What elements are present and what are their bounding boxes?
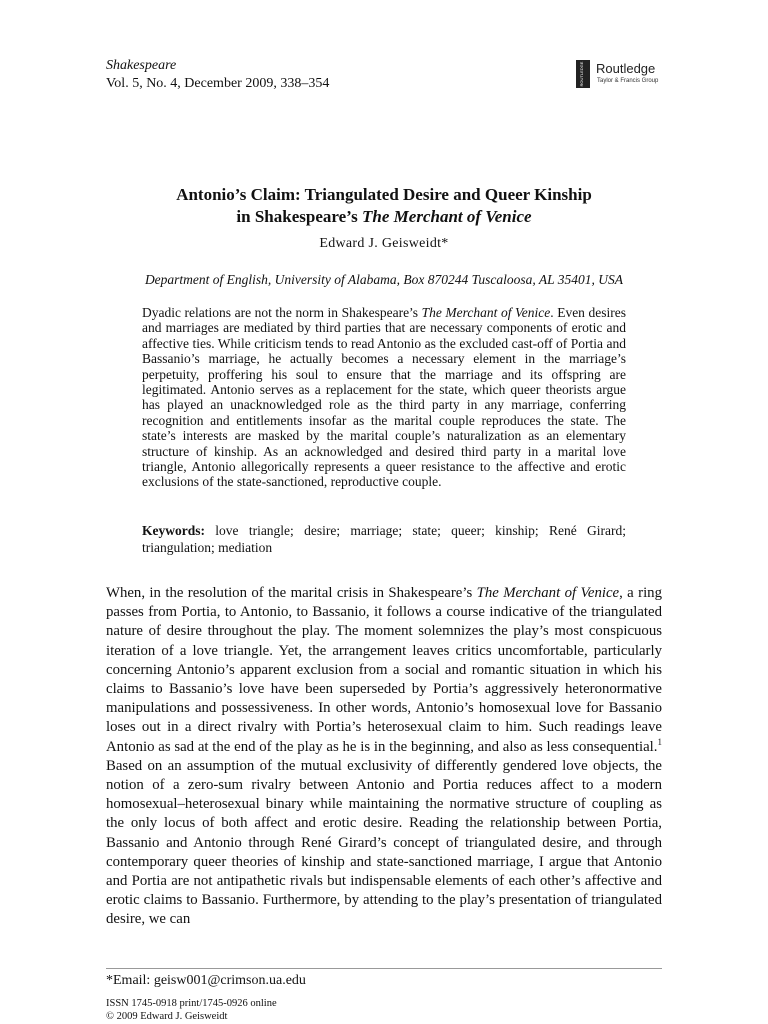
keywords bbox=[142, 522, 626, 556]
abstract-italic: The Merchant of Venice bbox=[421, 305, 551, 320]
keywords-list: love triangle; desire; marriage; state; queer; kinship; René Girard; triangulation; mediation bbox=[142, 523, 626, 555]
footnote-divider bbox=[106, 968, 662, 969]
copyright-line: © 2009 Edward J. Geisweidt bbox=[106, 1011, 228, 1022]
logo-mark-text: ROUTLEDGE bbox=[579, 61, 584, 87]
author: Edward J. Geisweidt* bbox=[319, 236, 449, 251]
body-italic: The Merchant of Venice bbox=[476, 585, 620, 601]
publisher-name: Routledge bbox=[596, 61, 656, 76]
footnote-email: *Email: geisw001@crimson.ua.edu bbox=[106, 973, 306, 988]
body-paragraph bbox=[106, 584, 662, 930]
body-text: Based on an assumption of the mutual exclusivity of differently gendered love objects, the notion of a zero-sum rivalry between Antonio and Portia reduces affect to a modern homosexual–heterosexual binary while maintaining the normative structure of coupling as the only locus of both affect and erotic desire. Reading the relationship between Portia, Bassanio and Antonio through René Girard’s concept of triangulated desire, and through contemporary queer theories of kinship and state-sanctioned marriage, I argue that Antonio and Portia are not antipathetic rivals but indispensable elements of each other’s affective and erotic claims to Bassanio. Furthermore, by attending to the play’s presentation of triangulated desire, we can bbox=[106, 757, 662, 928]
keywords-label: Keywords: bbox=[142, 523, 205, 538]
journal-volume-line: Vol. 5, No. 4, December 2009, 338–354 bbox=[106, 76, 330, 91]
footnote-reference[interactable]: 1 bbox=[657, 736, 662, 747]
title-prefix: in Shakespeare’s bbox=[236, 207, 363, 226]
body-text: , a ring passes from Portia, to Antonio, to Bassanio, it follows a course indicative of the triangulated nature of desire throughout the play. The moment solemnizes the play’s most conspicuous iteration of a love triangle. Yet, the arrangement leaves critics uncomfortable, particularly concerning Antonio’s apparent exclusion from a social and romantic situation in which his claims to Bassanio’s love have been superseded by Portia’s aggressively heteronormative manipulations and possessiveness. In other words, Antonio’s homosexual love for Bassanio loses out in a direct rivalry with Portia’s heterosexual claim to him. Such readings leave Antonio as sad at the end of the play as he is in the beginning, and also as less consequential. bbox=[106, 585, 662, 755]
affiliation: Department of English, University of Alabama, Box 870244 Tuscaloosa, AL 35401, USA bbox=[144, 272, 624, 287]
article-title-line-2 bbox=[60, 207, 708, 227]
journal-name: Shakespeare bbox=[106, 58, 177, 73]
abstract-text: . Even desires and marriages are mediated by third parties that are necessary components of erotic and affective ties. While criticism tends to read Antonio as the excluded cast-off of Portia and Bassanio’s marriage, he actually becomes a necessary element in the marriage’s perpetuity, proffering his soul to ensure that the marriage and its offspring are legitimated. Antonio serves as a replacement for the state, which queer theorists argue has played an unacknowledged role as the third party in any marriage, conferring recognition and entitlements insofar as the marital couple reproduces the state. The state’s interests are masked by the marital couple’s naturalization as an elementary structure of kinship. As an acknowledged and desired third party in a marital love triangle, Antonio allegorically represents a queer resistance to the affective and erotic exclusions of the state-sanctioned, reproductive couple. bbox=[142, 305, 626, 490]
article-title-line-1: Antonio’s Claim: Triangulated Desire and Queer Kinship bbox=[176, 185, 592, 204]
routledge-logo-icon bbox=[576, 60, 590, 88]
abstract-text: Dyadic relations are not the norm in Shakespeare’s bbox=[142, 305, 422, 320]
publisher-logo[interactable] bbox=[576, 58, 686, 92]
abstract bbox=[142, 305, 626, 490]
publisher-subtitle: Taylor & Francis Group bbox=[597, 78, 659, 84]
issn-line: ISSN 1745-0918 print/1745-0926 online bbox=[106, 998, 277, 1009]
body-text: When, in the resolution of the marital crisis in Shakespeare’s bbox=[106, 585, 477, 601]
title-italic: The Merchant of Venice bbox=[362, 207, 532, 226]
